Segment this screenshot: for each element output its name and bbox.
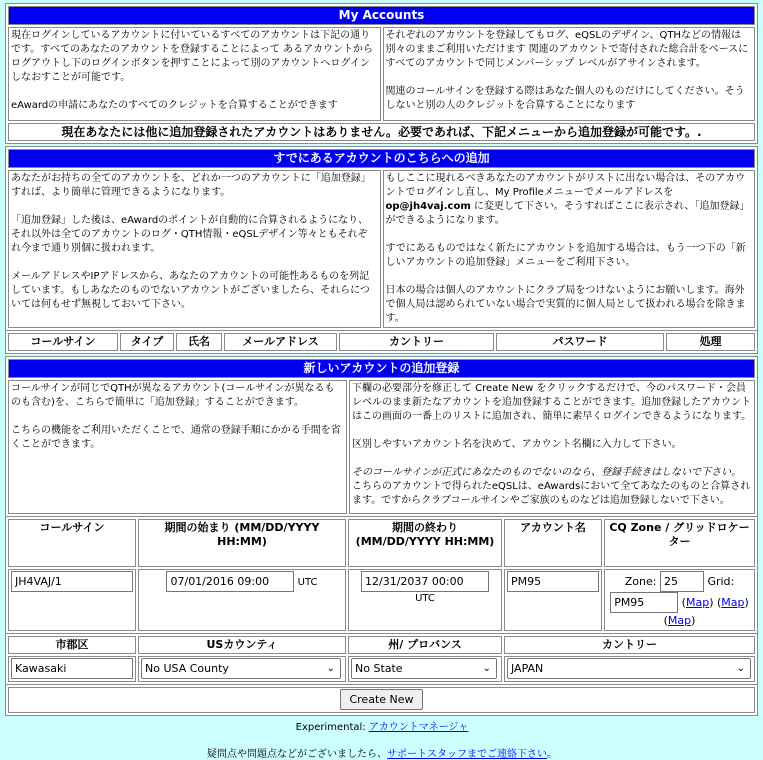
existing-left-p1: あなたがお持ちの全てのアカウントを、どれか一つのアカウントに「追加登録」すれば、より簡単に管理できるようになります。 xyxy=(11,173,371,198)
chevron-down-icon: ⌄ xyxy=(326,663,335,674)
hdr-cq-zone: CQ Zone / グリッドロケーター xyxy=(604,519,755,567)
new-account-right-p3-rest: こちらのアカウントで得られたeQSLは、eAwardsにおいて全てあなたのものと合算されます。ですからクラブコールサインやご家族のものなどは追加登録しないで下さい。 xyxy=(351,481,751,506)
experimental-label: Experimental: xyxy=(295,722,369,733)
profile-email: op@jh4vaj.com xyxy=(385,201,471,212)
new-account-title: 新しいアカウントの追加登録 xyxy=(8,359,755,378)
zone-input[interactable] xyxy=(660,571,704,592)
city-input[interactable] xyxy=(11,658,133,679)
end-date-input[interactable] xyxy=(361,571,489,592)
country-select[interactable] xyxy=(507,658,751,679)
existing-right-text xyxy=(383,170,756,328)
col-email: メールアドレス xyxy=(224,333,337,351)
hdr-state: 州/ プロバンス xyxy=(348,636,502,654)
create-row xyxy=(5,685,758,716)
map-link-2[interactable]: Map xyxy=(721,596,745,609)
new-account-right-text xyxy=(349,380,755,514)
chevron-down-icon: ⌄ xyxy=(736,663,745,674)
create-new-button[interactable]: Create New xyxy=(340,689,422,710)
callsign-input[interactable] xyxy=(11,571,133,592)
end-utc-label: UTC xyxy=(415,593,435,604)
no-accounts-notice: 現在あなたには他に追加登録されたアカウントはありません。必要であれば、下記メニューから追加登録が可能です。. xyxy=(8,123,755,141)
us-county-select[interactable] xyxy=(141,658,341,679)
hdr-account-name: アカウント名 xyxy=(504,519,602,567)
new-account-right-p2: 区別しやすいアカウント名を決めて、アカウント名欄に入力して下さい。 xyxy=(351,439,682,450)
col-type: タイプ xyxy=(120,333,174,351)
new-account-right-p3 xyxy=(352,466,752,508)
hdr-us-county: USカウンティ xyxy=(138,636,346,654)
map-link-3[interactable]: Map xyxy=(667,614,692,627)
existing-right-p1-a: もしここに現れるべきあなたのアカウントがリストに出ない場合は、そのアカウントでログインし直し、My Profileメニューでメールアドレスを xyxy=(385,173,746,198)
us-county-value: No USA County xyxy=(145,662,229,675)
start-utc-label: UTC xyxy=(297,577,318,588)
my-accounts-title: My Accounts xyxy=(8,6,755,25)
hdr-country: カントリー xyxy=(504,636,755,654)
my-accounts-right-p1: それぞれのアカウントを登録してもログ、eQSLのデザイン、QTHなどの情報は別々のままご利用いただけます 関連のアカウントで寄付された総合計をベースにすべてのアカウントで同じメンバーシップ レベルがアサインされます。 xyxy=(385,30,749,69)
new-account-warning: そのコールサインが正式にあなたのものでないのなら、登録手続きはしないで下さい。 xyxy=(351,467,742,478)
col-name: 氏名 xyxy=(176,333,222,351)
new-account-form-location xyxy=(5,634,758,685)
chevron-down-icon: ⌄ xyxy=(482,663,491,674)
cell-cq-zone: Zone: 25 Grid: PM95 (Map) (Map) (Map) xyxy=(604,569,755,631)
account-name-input[interactable] xyxy=(507,571,599,592)
existing-accounts-title: すでにあるアカウントのこちらへの追加 xyxy=(8,149,755,168)
new-account-panel xyxy=(5,356,758,517)
hdr-city: 市郡区 xyxy=(8,636,136,654)
hdr-callsign: コールサイン xyxy=(8,519,136,567)
cell-end xyxy=(348,569,502,631)
cell-account-name xyxy=(504,569,602,631)
col-callsign: コールサイン xyxy=(8,333,118,351)
my-accounts-left-p1: 現在ログインしているアカウントに付いているすべてのアカウントは下記の通りです。すべてのあなたのアカウントを登録することによって あるアカウントからログアウトし下のログインボタンを押すことによって別のアカウントへログインしなおすことが可能です。 xyxy=(11,30,373,83)
cell-state xyxy=(348,656,502,682)
col-action: 処理 xyxy=(666,333,755,351)
existing-accounts-panel xyxy=(5,146,758,331)
existing-accounts-table-header xyxy=(5,331,758,354)
map-link-1[interactable]: Map xyxy=(685,596,710,609)
cell-city xyxy=(8,656,136,682)
existing-left-p2: 「追加登録」した後は、eAwardのポイントが自動的に合算されるようになり、それ以外は全てのアカウントのログ・QTH情報・eQSLデザイン等々ともそれぞれ今まで通り別個に扱われます。 xyxy=(11,215,369,254)
grid-label: Grid: xyxy=(707,575,735,588)
my-accounts-left-text xyxy=(8,27,381,121)
cell-country xyxy=(504,656,755,682)
cell-create xyxy=(8,687,755,713)
support-link[interactable]: サポートスタッフまでご連絡下さい xyxy=(387,749,547,760)
hdr-start: 期間の始まり (MM/DD/YYYY HH:MM) xyxy=(138,519,346,567)
new-account-left-text xyxy=(8,380,347,514)
hdr-end: 期間の終わり (MM/DD/YYYY HH:MM) xyxy=(348,519,502,567)
experimental-line xyxy=(5,718,759,733)
existing-right-p1 xyxy=(386,172,753,228)
account-manager-link[interactable]: アカウントマネージャ xyxy=(368,722,469,733)
existing-left-text xyxy=(8,170,381,328)
existing-right-p1-b: に変更して下さい。そうすればここに表示され、「追加登録」ができるようになります。 xyxy=(385,201,750,226)
existing-left-p3: メールアドレスやIPアドレスから、あなたのアカウントの可能性あるものを列記しています。もしあなたのものでないアカウントがございましたら、それらについては何もせず無視しておいて下さい。 xyxy=(11,271,370,310)
existing-right-p2: すでにあるものではなく新たにアカウントを追加する場合は、もう一つ下の「新しいアカウントの追加登録」メニューをご利用下さい。 xyxy=(385,243,746,268)
contact-end: 。 xyxy=(546,749,557,760)
zone-label: Zone: xyxy=(624,575,657,588)
my-accounts-panel xyxy=(5,3,758,144)
cell-start xyxy=(138,569,346,631)
existing-right-p3: 日本の場合は個人のアカウントにクラブ局をつけないようにお願いします。海外で個人局は認められていない場合で実質的に個人局として扱われる場合を除きます。 xyxy=(385,285,746,324)
country-value: JAPAN xyxy=(511,662,544,675)
cell-us-county xyxy=(138,656,346,682)
contact-text: 疑問点や問題点などがございましたら、 xyxy=(207,749,388,760)
cell-callsign xyxy=(8,569,136,631)
col-country: カントリー xyxy=(339,333,494,351)
grid-input[interactable] xyxy=(610,592,678,613)
new-account-left-p2: こちらの機能をご利用いただくことで、通常の登録手順にかかる手間を省くことができます。 xyxy=(11,425,341,450)
start-date-input[interactable] xyxy=(166,571,294,592)
my-accounts-right-text xyxy=(383,27,756,121)
state-value: No State xyxy=(355,662,403,675)
new-account-right-p1: 下欄の必要部分を修正して Create New をクリックするだけで、今のパスワード・会員レベルのまま新たなアカウントを追加登録することができます。追加登録したアカウントはこの画面の一番上のリストに追加され、簡単に素早くログインできるようになります。 xyxy=(351,383,752,422)
my-accounts-right-p2: 関連のコールサインを登録する際はあなた個人のものだけにしてください。そうしないと別の人のクレジットを合算することになります xyxy=(385,86,745,111)
new-account-left-p1: コールサインが同じでQTHが異なるアカウント(コールサインが異なるものも含む)を、こちらで簡単に「追加登録」することができます。 xyxy=(11,383,335,408)
col-password: パスワード xyxy=(496,333,664,351)
new-account-form xyxy=(5,517,758,634)
state-select[interactable] xyxy=(351,658,497,679)
my-accounts-left-p2: eAwardの申請にあなたのすべてのクレジットを合算することができます xyxy=(11,100,338,111)
